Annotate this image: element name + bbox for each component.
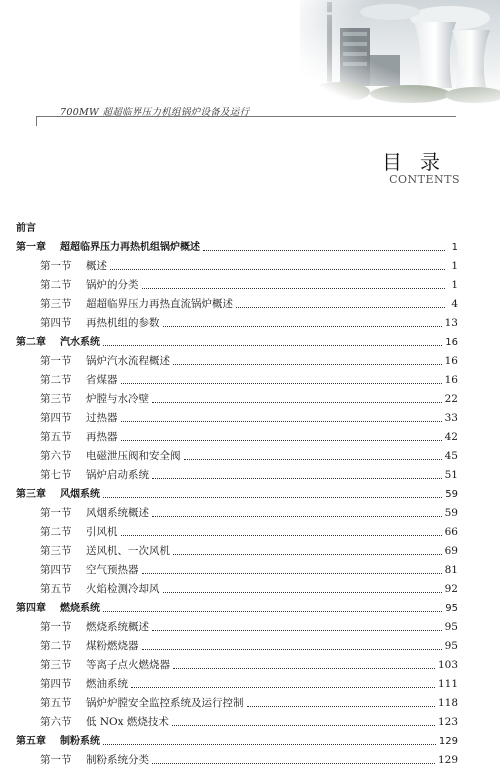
section-title: 等离子点火燃烧器	[86, 659, 170, 671]
toc-entry-section[interactable]	[16, 428, 458, 447]
section-number: 第三节	[40, 393, 72, 405]
dot-leader	[173, 364, 442, 365]
page-number: 95	[444, 621, 458, 633]
section-title: 锅炉的分类	[86, 279, 139, 291]
page-number: 69	[444, 545, 458, 557]
section-title: 煤粉燃烧器	[86, 640, 139, 652]
toc-entry-section[interactable]	[16, 675, 458, 694]
page-number: 92	[444, 583, 458, 595]
toc-preface-label: 前言	[16, 223, 36, 234]
section-title: 电磁泄压阀和安全阀	[86, 450, 181, 462]
section-number: 第五节	[40, 431, 72, 443]
dot-leader	[152, 478, 442, 479]
section-number: 第五节	[40, 583, 72, 595]
page-number: 59	[445, 489, 458, 500]
toc-entry-section[interactable]	[16, 352, 458, 371]
dot-leader	[172, 725, 435, 726]
dot-leader	[203, 250, 445, 251]
section-number: 第五节	[40, 697, 72, 709]
section-title: 省煤器	[86, 374, 118, 386]
dot-leader	[152, 763, 435, 764]
page-number: 103	[437, 659, 458, 671]
section-number: 第四节	[40, 564, 72, 576]
page-number: 95	[444, 640, 458, 652]
dot-leader	[142, 288, 446, 289]
section-title: 超超临界压力再热直流锅炉概述	[86, 298, 233, 310]
section-title: 火焰检测冷却风	[86, 583, 160, 595]
section-title: 再热机组的参数	[86, 317, 160, 329]
section-number: 第六节	[40, 716, 72, 728]
section-number: 第七节	[40, 469, 72, 481]
chapter-title: 汽水系统	[60, 337, 100, 348]
toc-entry-chapter[interactable]	[16, 732, 458, 751]
toc-entry-chapter[interactable]	[16, 238, 458, 257]
chapter-title: 制粉系统	[60, 736, 100, 747]
toc-entry-chapter[interactable]	[16, 485, 458, 504]
toc-entry-section[interactable]	[16, 580, 458, 599]
table-of-contents	[16, 219, 458, 770]
dot-leader	[121, 421, 442, 422]
page-number: 1	[451, 242, 458, 253]
toc-entry-section[interactable]	[16, 542, 458, 561]
chapter-title: 超超临界压力再热机组锅炉概述	[60, 242, 200, 253]
dot-leader	[152, 516, 442, 517]
toc-entry-section[interactable]	[16, 637, 458, 656]
toc-entry-section[interactable]	[16, 276, 458, 295]
dot-leader	[131, 687, 435, 688]
toc-entry-section[interactable]	[16, 618, 458, 637]
section-number: 第三节	[40, 659, 72, 671]
dot-leader	[173, 554, 442, 555]
running-header-book-title: 700MW 超超临界压力机组锅炉设备及运行	[60, 107, 250, 118]
section-title: 再热器	[86, 431, 118, 443]
dot-leader	[121, 440, 442, 441]
toc-entry-section[interactable]	[16, 447, 458, 466]
toc-entry-section[interactable]	[16, 523, 458, 542]
toc-entry-section[interactable]	[16, 390, 458, 409]
toc-title: 目录	[382, 150, 458, 174]
toc-entry-section[interactable]	[16, 656, 458, 675]
dot-leader	[142, 649, 442, 650]
toc-entry-section[interactable]	[16, 409, 458, 428]
chapter-number: 第二章	[16, 337, 46, 348]
section-number: 第二节	[40, 640, 72, 652]
header-divider-hook	[36, 116, 37, 126]
toc-entry-section[interactable]	[16, 466, 458, 485]
section-title: 引风机	[86, 526, 118, 538]
page-number: 16	[444, 355, 458, 367]
chapter-number: 第四章	[16, 603, 46, 614]
page-number: 1	[451, 279, 458, 291]
section-title: 概述	[86, 260, 107, 272]
page-number: 22	[444, 393, 458, 405]
toc-entry-section[interactable]	[16, 504, 458, 523]
dot-leader	[142, 573, 442, 574]
page-number: 13	[444, 317, 458, 329]
page-number: 129	[438, 736, 458, 747]
toc-entry-section[interactable]	[16, 713, 458, 732]
dot-leader	[103, 744, 436, 745]
section-number: 第一节	[40, 507, 72, 519]
page-number: 59	[444, 507, 458, 519]
dot-leader	[173, 668, 435, 669]
toc-entry-preface[interactable]	[16, 219, 458, 238]
page-number: 81	[444, 564, 458, 576]
section-title: 燃烧系统概述	[86, 621, 149, 633]
page-number: 45	[444, 450, 458, 462]
section-title: 送风机、一次风机	[86, 545, 170, 557]
toc-entry-section[interactable]	[16, 561, 458, 580]
section-title: 过热器	[86, 412, 118, 424]
section-number: 第四节	[40, 317, 72, 329]
dot-leader	[103, 611, 442, 612]
page-number: 33	[444, 412, 458, 424]
chapter-title: 燃烧系统	[60, 603, 100, 614]
toc-entry-section[interactable]	[16, 257, 458, 276]
chapter-number: 第三章	[16, 489, 46, 500]
dot-leader	[121, 383, 442, 384]
dot-leader	[247, 706, 435, 707]
section-title: 制粉系统分类	[86, 754, 149, 766]
dot-leader	[152, 630, 442, 631]
section-title: 锅炉炉膛安全监控系统及运行控制	[86, 697, 244, 709]
dot-leader	[184, 459, 442, 460]
header-divider	[36, 116, 456, 117]
dot-leader	[103, 345, 442, 346]
section-number: 第二节	[40, 526, 72, 538]
toc-entry-chapter[interactable]	[16, 333, 458, 352]
section-number: 第三节	[40, 298, 72, 310]
page-number: 4	[451, 298, 458, 310]
toc-entry-section[interactable]	[16, 314, 458, 333]
dot-leader	[236, 307, 445, 308]
section-title: 风烟系统概述	[86, 507, 149, 519]
dot-leader	[103, 497, 442, 498]
page-number: 129	[437, 754, 458, 766]
chapter-number: 第一章	[16, 242, 46, 253]
page-number: 16	[444, 374, 458, 386]
dot-leader	[163, 592, 442, 593]
section-title: 炉膛与水冷壁	[86, 393, 149, 405]
section-number: 第四节	[40, 412, 72, 424]
page-number: 1	[451, 260, 458, 272]
toc-entry-section[interactable]	[16, 751, 458, 770]
toc-entry-chapter[interactable]	[16, 599, 458, 618]
dot-leader	[163, 326, 442, 327]
page-number: 42	[444, 431, 458, 443]
toc-entry-section[interactable]	[16, 371, 458, 390]
toc-entry-section[interactable]	[16, 694, 458, 713]
section-number: 第一节	[40, 754, 72, 766]
section-number: 第一节	[40, 260, 72, 272]
chapter-number: 第五章	[16, 736, 46, 747]
toc-subtitle: CONTENTS	[389, 173, 460, 186]
page-number: 118	[437, 697, 458, 709]
page-number: 95	[445, 603, 458, 614]
section-title: 低 NOx 燃烧技术	[86, 716, 169, 728]
page-number: 123	[437, 716, 458, 728]
section-number: 第二节	[40, 279, 72, 291]
section-number: 第一节	[40, 621, 72, 633]
section-title: 锅炉汽水流程概述	[86, 355, 170, 367]
chapter-title: 风烟系统	[60, 489, 100, 500]
section-number: 第一节	[40, 355, 72, 367]
dot-leader	[110, 269, 445, 270]
page-number: 111	[437, 678, 458, 690]
section-title: 空气预热器	[86, 564, 139, 576]
page-number: 51	[444, 469, 458, 481]
section-title: 燃油系统	[86, 678, 128, 690]
section-number: 第二节	[40, 374, 72, 386]
dot-leader	[152, 402, 442, 403]
page-number: 66	[444, 526, 458, 538]
section-number: 第四节	[40, 678, 72, 690]
dot-leader	[121, 535, 442, 536]
section-number: 第三节	[40, 545, 72, 557]
section-title: 锅炉启动系统	[86, 469, 149, 481]
toc-entry-section[interactable]	[16, 295, 458, 314]
page-number: 16	[445, 337, 458, 348]
section-number: 第六节	[40, 450, 72, 462]
power-plant-header-image	[300, 0, 500, 105]
